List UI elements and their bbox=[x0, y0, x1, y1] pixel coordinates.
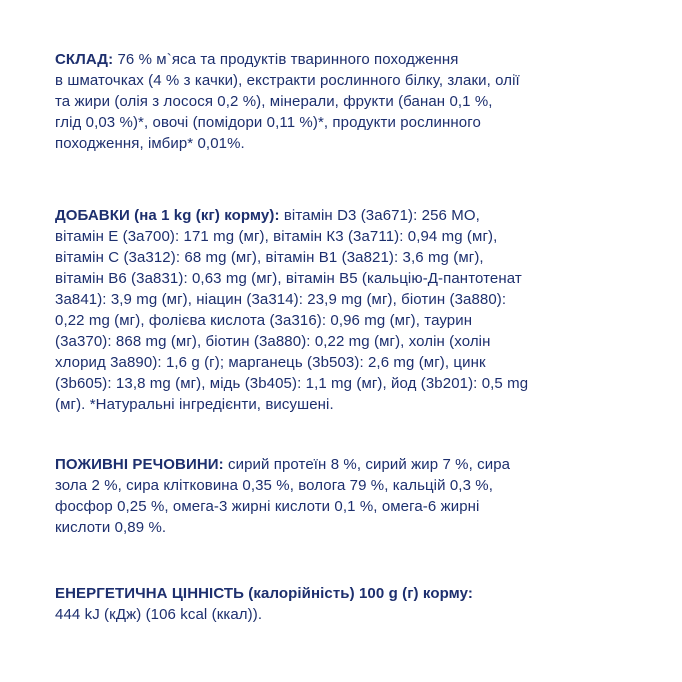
additives-text: вітамін D3 (3a671): 256 МО, bbox=[279, 207, 480, 224]
composition-section bbox=[55, 49, 630, 154]
nutrients-line-2: зола 2 %, сира клітковина 0,35 %, волога 79 %, кальцій 0,3 %, bbox=[55, 477, 493, 494]
composition-line-3: та жири (олія з лосося 0,2 %), мінерали, фрукти (банан 0,1 %, bbox=[55, 93, 493, 110]
nutrients-line-3: фосфор 0,25 %, омега-3 жирні кислоти 0,1 %, омега-6 жирні bbox=[55, 498, 480, 515]
energy-section bbox=[55, 583, 630, 625]
composition-line-4: глід 0,03 %)*, овочі (помідори 0,11 %)*, продукти рослинного bbox=[55, 114, 481, 131]
composition-line-2: в шматочках (4 % з качки), екстракти рослинного білку, злаки, олії bbox=[55, 72, 520, 89]
additives-line-1 bbox=[55, 205, 630, 226]
additives-line-6: 0,22 mg (мг), фолієва кислота (3a316): 0,96 mg (мг), таурин bbox=[55, 312, 473, 329]
additives-section bbox=[55, 205, 630, 415]
nutrients-line-1 bbox=[55, 454, 630, 475]
additives-line-7: (3a370): 868 mg (мг), біотин (3a880): 0,22 mg (мг), холін (холін bbox=[55, 333, 491, 350]
additives-line-5: 3a841): 3,9 mg (мг), ніацин (3a314): 23,9 mg (мг), біотин (3a880): bbox=[55, 291, 507, 308]
additives-heading: ДОБАВКИ (на 1 kg (кг) корму): bbox=[55, 207, 280, 224]
composition-line-1 bbox=[55, 49, 630, 70]
nutrients-line-4: кислоти 0,89 %. bbox=[55, 519, 167, 536]
additives-line-3: вітамін С (3a312): 68 mg (мг), вітамін В1 (3a821): 3,6 mg (мг), bbox=[55, 249, 484, 266]
additives-line-9: (3b605): 13,8 mg (мг), мідь (3b405): 1,1 mg (мг), йод (3b201): 0,5 mg bbox=[55, 375, 529, 392]
additives-line-2: вітамін Е (3a700): 171 mg (мг), вітамін К3 (3a711): 0,94 mg (мг), bbox=[55, 228, 498, 245]
additives-line-4: вітамін В6 (3a831): 0,63 mg (мг), вітамін В5 (кальцію-Д-пантотенат bbox=[55, 270, 522, 287]
composition-text: 76 % м`яса та продуктів тваринного походження bbox=[113, 51, 459, 68]
energy-heading: ЕНЕРГЕТИЧНА ЦІННІСТЬ (калорійність) 100 g (г) корму: bbox=[55, 585, 473, 602]
nutrients-section bbox=[55, 454, 630, 538]
additives-line-8: хлорид 3a890): 1,6 g (г); марганець (3b503): 2,6 mg (мг), цинк bbox=[55, 354, 486, 371]
nutrients-heading: ПОЖИВНІ РЕЧОВИНИ: bbox=[55, 456, 224, 473]
composition-line-5: походження, імбир* 0,01%. bbox=[55, 135, 245, 152]
composition-heading: СКЛАД: bbox=[55, 51, 114, 68]
energy-line-1: 444 kJ (кДж) (106 kcal (ккал)). bbox=[55, 606, 263, 623]
additives-line-10: (мг). *Натуральні інгредієнти, висушені. bbox=[55, 396, 334, 413]
nutrients-text: сирий протеїн 8 %, сирий жир 7 %, сира bbox=[223, 456, 511, 473]
